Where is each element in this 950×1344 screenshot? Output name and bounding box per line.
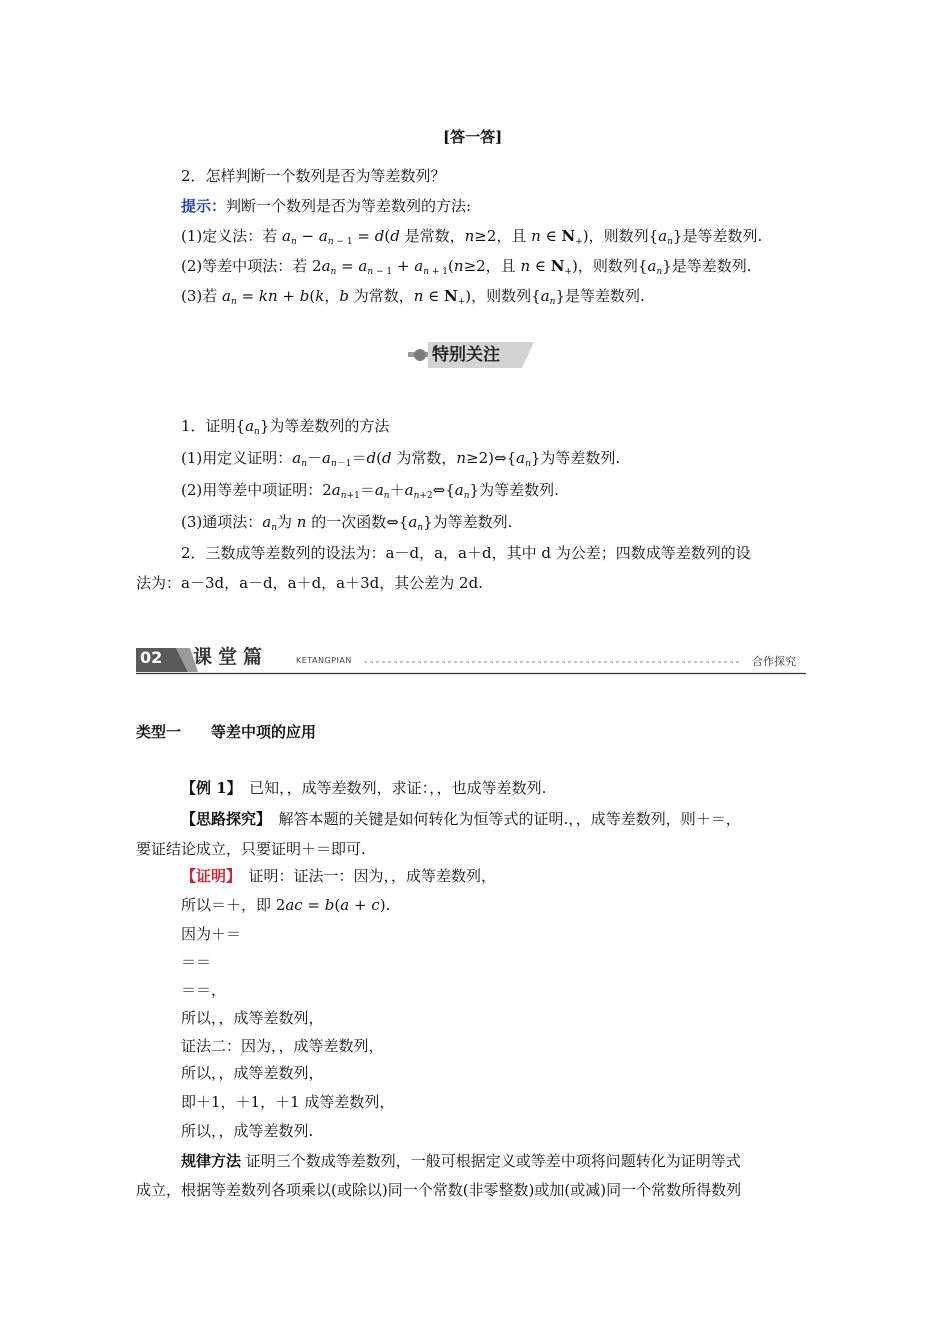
proof-step-9: 所以，，成等差数列.: [181, 1122, 314, 1140]
special-badge-label: 特别关注: [432, 345, 500, 365]
special-line-2: (1)用定义证明：$a_n-a_{n-1}=d(d$ 为常数，$n\ge 2)\Leftrightarrow\{a_n\}$为等差数列.: [181, 449, 621, 469]
special-line-6: 法为：a－3d，a－d，a＋d，a＋3d，其公差为 2d.: [136, 574, 483, 592]
proof-step-8: 即＋1，＋1，＋1 成等差数列，: [181, 1093, 395, 1111]
qa-method-2: (2)等差中项法：若 $2a_n = a_n$ $_{- 1} + a_n$ $_{+ 1}$(n≥2，且 n ∈ $N_+$)，则数列$\{a_n\}$是等差数列.: [181, 257, 752, 277]
proof-step-2: 因为＋＝: [181, 925, 242, 943]
hint-text: 判断一个数列是否为等差数列的方法:: [226, 197, 472, 215]
qa-method-1: (1)定义法：若 $a_n - a_n$ $_{- 1}$ = d(d 是常数，n≥2，且 n ∈ $N_+$)，则数列$\{a_n\}$是等差数列.: [181, 227, 763, 247]
proof-line: 【证明】 证明：证法一：因为，，成等差数列，: [181, 867, 497, 885]
banner-title: 课堂篇: [193, 646, 269, 668]
banner-english: KETANGPIAN: [296, 656, 352, 665]
proof-step-1: 所以＝＋，即 2ac = b(a + c).: [181, 896, 391, 914]
proof-step-4: ＝＝，: [181, 981, 227, 999]
qa-hint: [181, 196, 471, 216]
think-line-2: 要证结论成立，只要证明＋＝即可.: [136, 840, 366, 858]
proof-step-7: 所以，，成等差数列，: [181, 1064, 324, 1082]
proof-step-6: 证法二：因为，，成等差数列，: [181, 1037, 384, 1055]
special-line-4: (3)通项法：$a_n$为 n 的一次函数$\Leftrightarrow\{a_n\}$为等差数列.: [181, 513, 513, 533]
special-line-1: 1．证明$\{a_n\}$为等差数列的方法: [181, 417, 390, 437]
qa-question: 2．怎样判断一个数列是否为等差数列？: [181, 167, 446, 185]
banner-right-label: 合作探究: [752, 655, 796, 668]
special-line-5: 2．三数成等差数列的设法为：a－d，a，a＋d，其中 d 为公差；四数成等差数列的设: [181, 544, 751, 562]
example-1: 【例 1】 已知，，成等差数列，求证：，，也成等差数列.: [181, 779, 547, 797]
section-title: 类型一 等差中项的应用: [136, 723, 317, 741]
rule-line-2: 成立，根据等差数列各项乘以(或除以)同一个常数(非零整数)或加(或减)同一个常数所得数列: [136, 1181, 742, 1199]
hint-label: 提示：: [181, 197, 227, 215]
proof-step-5: 所以，，成等差数列，: [181, 1009, 324, 1027]
banner-number: 02: [140, 648, 163, 667]
qa-heading: [答一答]: [443, 128, 503, 146]
special-line-3: (2)用等差中项证明：$2a_{n+1}=a_n+a_{n+2}\Leftrightarrow\{a_n\}$为等差数列.: [181, 481, 559, 501]
rule-line-1: 规律方法 证明三个数成等差数列，一般可根据定义或等差中项将问题转化为证明等式: [181, 1152, 741, 1170]
proof-step-3: ＝＝: [181, 953, 212, 971]
think-line-1: 【思路探究】 解答本题的关键是如何转化为恒等式的证明.，，成等差数列，则＋＝，: [181, 810, 741, 828]
qa-method-3: (3)若 $a_n$ = kn + b(k，b 为常数，n ∈ $N_+$)，则数列$\{a_n\}$是等差数列.: [181, 287, 645, 307]
